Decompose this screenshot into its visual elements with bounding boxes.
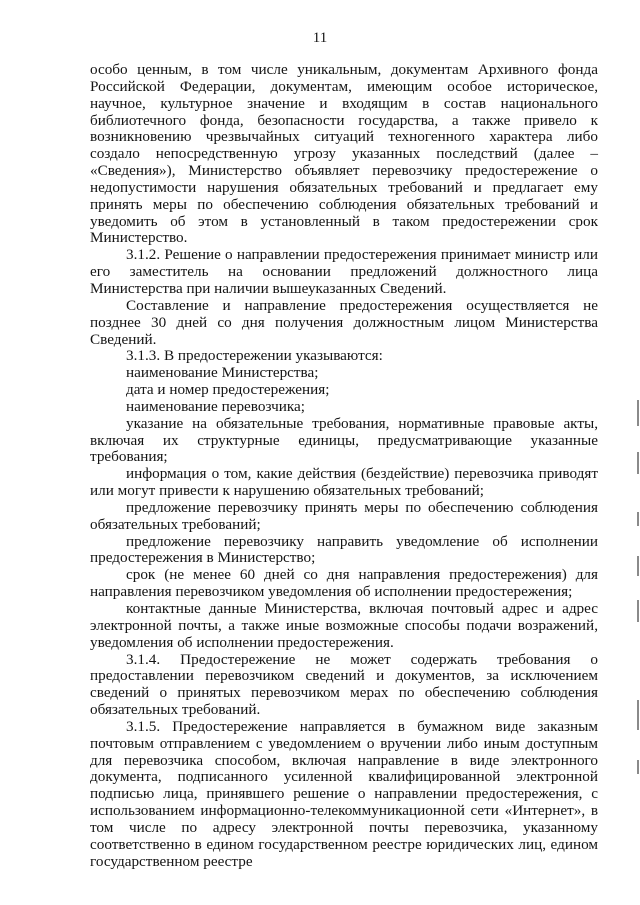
scan-mark xyxy=(637,512,639,526)
paragraph-continuation: особо ценным, в том числе уникальным, документам Архивного фонда Российской Федерации, документам, имеющим особое историческое, научное, культурное значение и входящим в состав национального библиотечного фонда, безопасности государства, а также привело к возникновению чрезвычайных ситуаций техногенного характера либо создало непосредственную угрозу указанных последствий (далее – «Сведения»), Министерство объявляет перевозчику предостережение о недопустимости нарушения обязательных требований и предлагает ему принять меры по обеспечению соблюдения обязательных требований и уведомить об этом в установленный в таком предостережении срок Министерство. xyxy=(90,61,598,247)
scan-mark xyxy=(637,556,639,576)
body-text xyxy=(90,62,598,871)
paragraph-3-1-5: 3.1.5. Предостережение направляется в бумажном виде заказным почтовым отправлением с уведомлением о вручении либо иным доступным для перевозчика способом, включая направление в виде электронного документа, подписанного усиленной квалифицированной электронной подписью лица, принявшего решение о направлении предостережения, с использованием информационно-телекоммуникационной сети «Интернет», в том числе по адресу электронной почты перевозчика, указанному соответственно в едином государственном реестре юридических лиц, едином государственном реестре xyxy=(90,717,598,870)
list-item: наименование Министерства; xyxy=(126,364,319,382)
list-item: информация о том, какие действия (бездействие) перевозчика приводят или могут привести к нарушению обязательных требований; xyxy=(90,465,598,500)
list-item: наименование перевозчика; xyxy=(126,397,306,415)
paragraph-3-1-4: 3.1.4. Предостережение не может содержать требования о предоставлении перевозчиком сведений и документов, за исключением сведений о принятых перевозчиком мерах по обеспечению соблюдения обязательных требований. xyxy=(90,650,598,719)
scan-mark xyxy=(637,600,639,622)
page-number: 11 xyxy=(312,30,328,46)
scan-mark xyxy=(637,760,639,774)
list-item: предложение перевозчику принять меры по обеспечению соблюдения обязательных требований; xyxy=(90,498,598,533)
paragraph-3-1-3: 3.1.3. В предостережении указываются: xyxy=(126,347,383,365)
list-item: предложение перевозчику направить уведомление об исполнении предостережения в Министерство; xyxy=(90,532,598,567)
scan-mark xyxy=(637,452,639,474)
list-item: контактные данные Министерства, включая почтовый адрес и адрес электронной почты, а также иные возможные способы подачи возражений, уведомления об исполнении предостережения. xyxy=(90,600,598,651)
paragraph-deadline: Составление и направление предостережения осуществляется не позднее 30 дней со дня получения должностным лицом Министерства Сведений. xyxy=(90,296,598,348)
scan-mark xyxy=(637,400,639,426)
paragraph-3-1-2: 3.1.2. Решение о направлении предостережения принимает министр или его заместитель на основании предложений должностного лица Министерства при наличии вышеуказанных Сведений. xyxy=(90,246,598,297)
list-item: дата и номер предостережения; xyxy=(126,381,330,399)
scan-mark xyxy=(637,700,639,730)
list-item: указание на обязательные требования, нормативные правовые акты, включая их структурные единицы, предусматривающие указанные требования; xyxy=(90,414,598,466)
list-item: срок (не менее 60 дней со дня направления предостережения) для направления перевозчиком уведомления об исполнении предостережения; xyxy=(90,566,598,601)
